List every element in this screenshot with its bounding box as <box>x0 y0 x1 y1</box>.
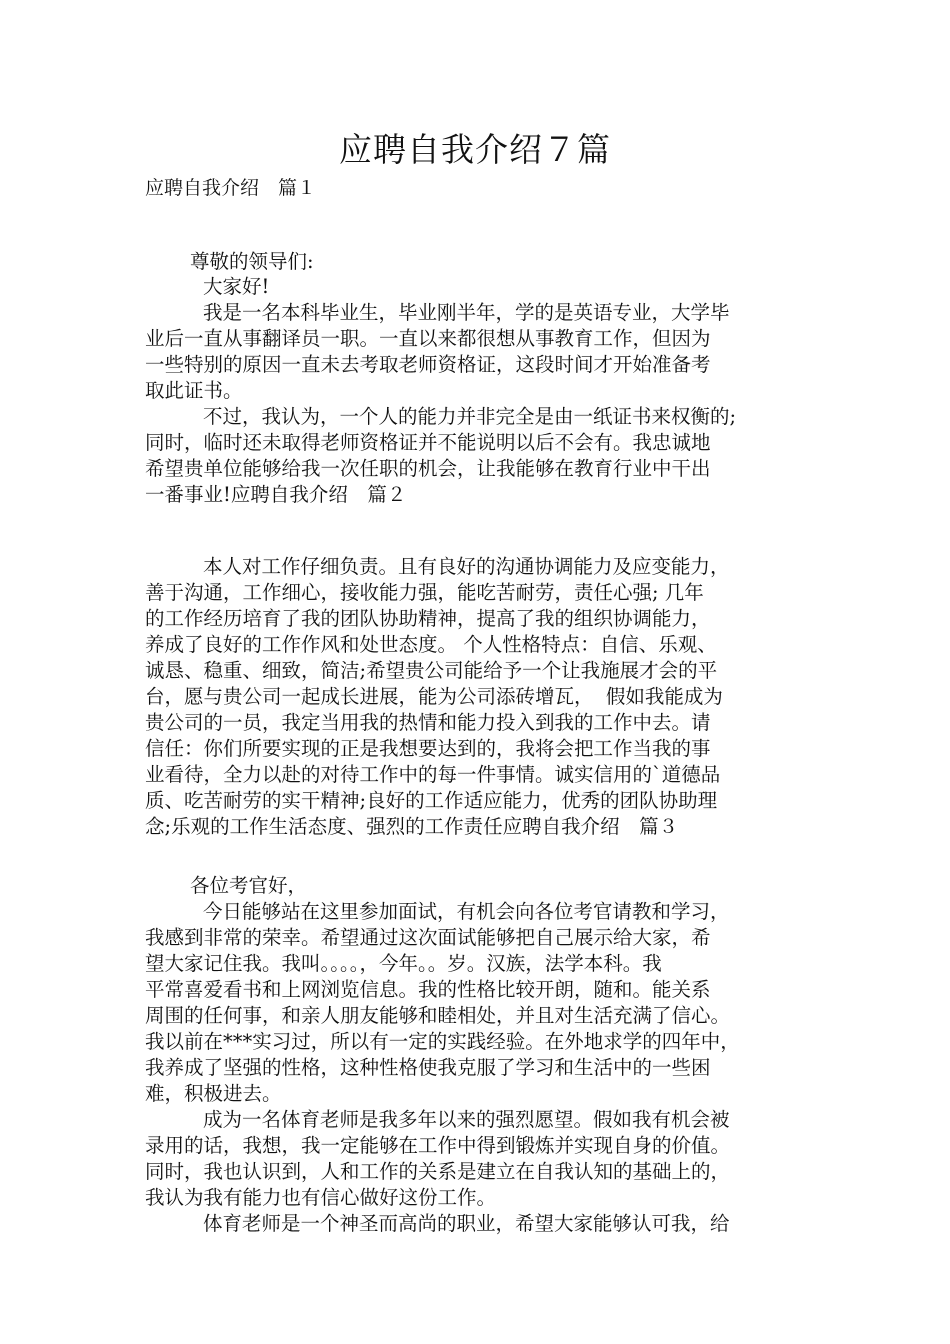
text-line: 录用的话，我想，我一定能够在工作中得到锻炼并实现自身的价值。 <box>145 1134 731 1157</box>
text-line: 我认为我有能力也有信心做好这份工作。 <box>145 1186 497 1209</box>
text-line: 业后一直从事翻译员一职。一直以来都很想从事教育工作，但因为 <box>145 327 711 350</box>
document-title: 应聘自我介绍７篇 <box>339 130 611 169</box>
text-line: 我是一名本科毕业生，毕业刚半年，学的是英语专业，大学毕 <box>203 301 730 324</box>
text-line: 我养成了坚强的性格，这种性格使我克服了学习和生活中的一些困 <box>145 1056 711 1079</box>
text-line: 一些特别的原因一直未去考取老师资格证，这段时间才开始准备考 <box>145 353 711 376</box>
text-line: 我感到非常的荣幸。希望通过这次面试能够把自己展示给大家，希 <box>145 926 711 949</box>
text-line: 同时，临时还未取得老师资格证并不能说明以后不会有。我忠诚地 <box>145 431 711 454</box>
text-line: 业看待，全力以赴的对待工作中的每一件事情。诚实信用的`道德品 <box>145 763 721 786</box>
text-line: 善于沟通，工作细心，接收能力强，能吃苦耐劳，责任心强; 几年 <box>145 581 704 604</box>
text-line: 养成了良好的工作作风和处世态度。 个人性格特点：自信、乐观、 <box>145 633 717 656</box>
text-line: 体育老师是一个神圣而高尚的职业，希望大家能够认可我，给 <box>203 1212 730 1235</box>
text-line: 的工作经历培育了我的团队协助精神，提高了我的组织协调能力， <box>145 607 711 630</box>
text-line: 念;乐观的工作生活态度、强烈的工作责任应聘自我介绍 篇３ <box>145 815 679 838</box>
text-line: 不过，我认为，一个人的能力并非完全是由一纸证书来权衡的; <box>203 405 737 428</box>
text-line: 难，积极进去。 <box>145 1082 282 1105</box>
text-line: 同时，我也认识到，人和工作的关系是建立在自我认知的基础上的， <box>145 1160 731 1183</box>
text-line: 尊敬的领导们: <box>190 250 314 273</box>
text-line: 信任：你们所要实现的正是我想要达到的，我将会把工作当我的事 <box>145 737 711 760</box>
text-line: 成为一名体育老师是我多年以来的强烈愿望。假如我有机会被 <box>203 1108 730 1131</box>
section-heading: 应聘自我介绍 篇１ <box>145 177 317 199</box>
text-line: 大家好! <box>203 275 270 298</box>
text-line: 今日能够站在这里参加面试，有机会向各位考官请教和学习， <box>203 900 730 923</box>
text-line: 质、吃苦耐劳的实干精神;良好的工作适应能力，优秀的团队协助理 <box>145 789 718 812</box>
text-line: 台，愿与贵公司一起成长进展，能为公司添砖增瓦， 假如我能成为 <box>145 685 723 708</box>
text-line: 望大家记住我。我叫。。。。，今年。。岁。汉族，法学本科。我 <box>145 952 662 975</box>
text-line: 希望贵单位能够给我一次任职的机会，让我能够在教育行业中干出 <box>145 457 711 480</box>
text-line: 一番事业!应聘自我介绍 篇２ <box>145 483 407 506</box>
text-line: 各位考官好， <box>190 874 308 897</box>
text-line: 取此证书。 <box>145 379 243 402</box>
text-line: 诚恳、稳重、细致，简洁;希望贵公司能给予一个让我施展才会的平 <box>145 659 718 682</box>
text-line: 周围的任何事，和亲人朋友能够和睦相处，并且对生活充满了信心。 <box>145 1004 731 1027</box>
text-line: 本人对工作仔细负责。且有良好的沟通协调能力及应变能力， <box>203 555 730 578</box>
text-line: 平常喜爱看书和上网浏览信息。我的性格比较开朗，随和。能关系 <box>145 978 711 1001</box>
text-line: 贵公司的一员，我定当用我的热情和能力投入到我的工作中去。请 <box>145 711 711 734</box>
text-line: 我以前在***实习过，所以有一定的实践经验。在外地求学的四年中， <box>145 1030 740 1053</box>
